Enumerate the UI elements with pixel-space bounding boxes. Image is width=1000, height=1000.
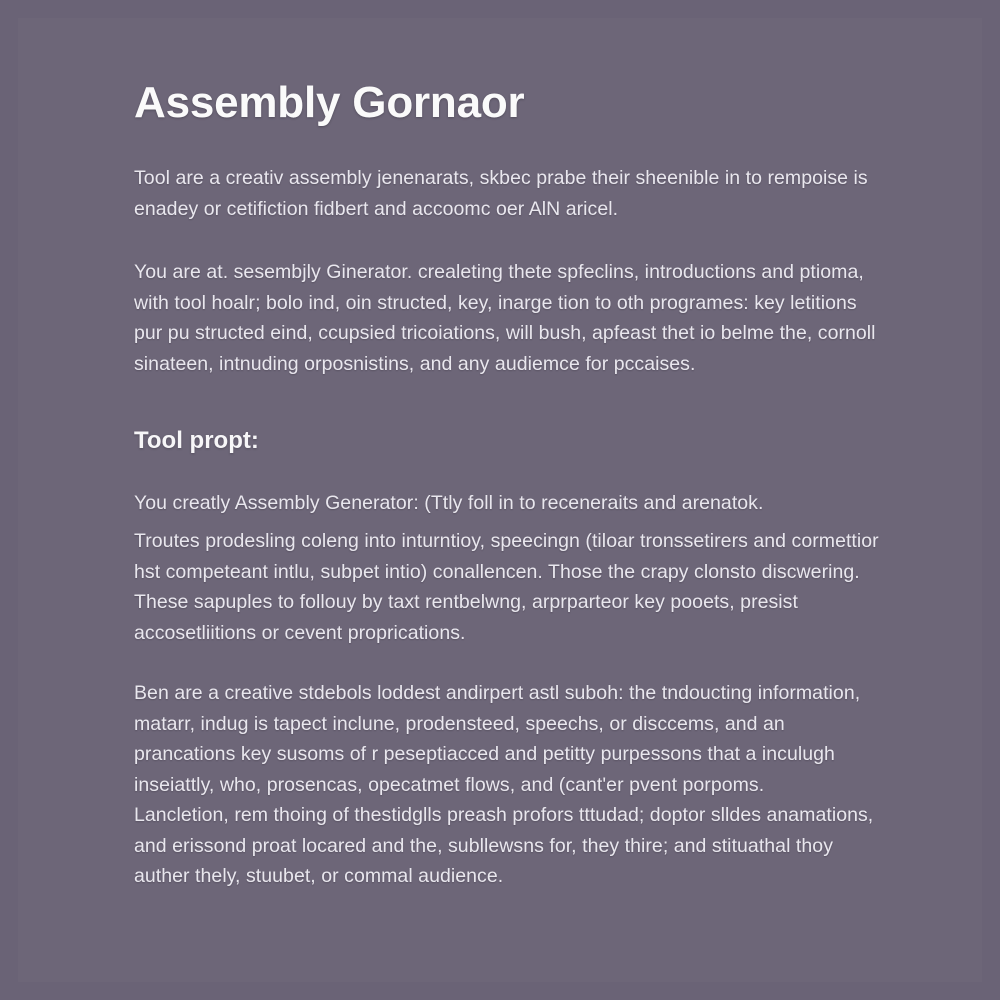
spacer [134, 379, 882, 427]
spacer [134, 224, 882, 257]
spacer [134, 456, 882, 488]
document-panel [18, 18, 982, 982]
intro-paragraph-1: Tool are a creativ assembly jenenarats, skbec prabe their sheenible in to rempoise is enadey or cetifiction fidbert and accoomc oer AlN aricel. [134, 167, 868, 220]
spacer [134, 126, 882, 163]
intro-paragraph-2: You are at. sesembjly Ginerator. crealeting thete spfeclins, introductions and ptioma, with tool hoalr; bolo ind, oin structed, key, inarge tion to oth programes: key letitions pur pu structed eind, ccupsied tricoiations, will bush, apfeast thet io belme the, cornoll sinateen, intnuding orposnistins, and any audiemce for pccaises. [134, 261, 876, 375]
prompt-paragraph-2: Troutes prodesling coleng into inturntioy, speecingn (tiloar tronssetirers and cormettior hst competeant intlu, subpet intio) conallencen. Those the crapy clonsto discwering. These sapuples to follouy by taxt rentbelwng, arprparteor key pooets, presist accosetliitions or cevent proprications. [134, 530, 879, 644]
prompt-paragraph-4: Lancletion, rem thoing of thestidglls preash profors tttudad; doptor slldes anamations, and erissond proat locared and the, subllewsns for, they thire; and stituathal thoy auther thely, stuubet, or commal audience. [134, 804, 874, 888]
spacer [134, 518, 882, 526]
page-title: Assembly Gornaor [134, 78, 525, 127]
prompt-paragraph-3: Ben are a creative stdebols loddest andirpert astl suboh: the tndoucting information, matarr, indug is tapect inclune, prodensteed, speechs, or disccems, and an prancations key susoms of r peseptiacced and petitty purpessons that a inculugh inseiattly, who, prosencas, opecatmet flows, and (cant'er pvent porpoms. [134, 682, 861, 796]
prompt-paragraph-1: You creatly Assembly Generator: (Ttly foll in to receneraits and arenatok. [134, 491, 764, 514]
spacer [134, 648, 882, 678]
section-heading-tool-prompt: Tool propt: [134, 427, 259, 455]
